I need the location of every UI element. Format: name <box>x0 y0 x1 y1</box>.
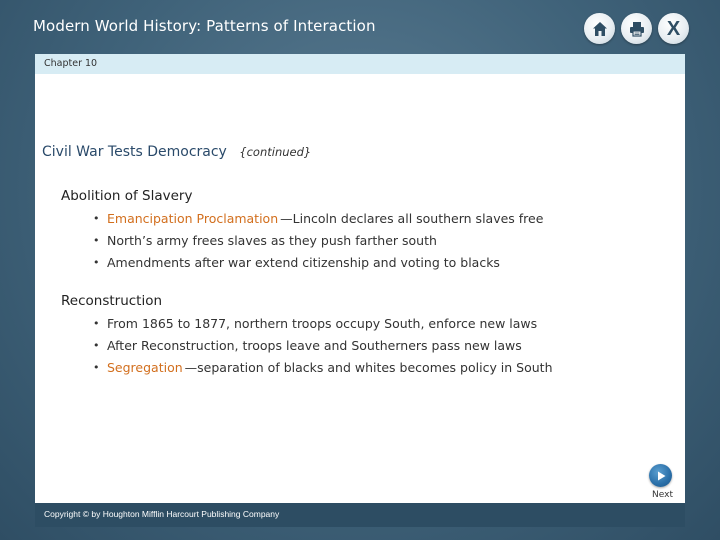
slide-content <box>35 74 685 503</box>
close-icon: X <box>666 17 681 40</box>
print-button[interactable] <box>621 13 652 44</box>
nav-toolbar <box>584 13 689 44</box>
next-button[interactable] <box>649 464 672 487</box>
section-title-abolition: Abolition of Slavery <box>61 188 193 204</box>
list-item <box>93 335 553 357</box>
bullet-icon: • <box>93 212 100 225</box>
chapter-label: Chapter 10 <box>44 58 98 69</box>
list-item <box>93 357 553 379</box>
key-term: Segregation <box>107 360 183 375</box>
slide-heading-title: Civil War Tests Democracy <box>42 144 227 160</box>
app-title: Modern World History: Patterns of Interaction <box>33 17 376 35</box>
bullet-icon: • <box>93 256 100 269</box>
key-term: Emancipation Proclamation <box>107 211 279 226</box>
copyright-text: Copyright © by Houghton Mifflin Harcourt Publishing Company <box>44 509 280 519</box>
bullet-text: Amendments after war extend citizenship and voting to blacks <box>107 255 500 270</box>
bullet-text: —separation of blacks and whites becomes policy in South <box>184 360 553 375</box>
bullet-list-abolition <box>93 208 544 274</box>
list-item <box>93 230 543 252</box>
next-label[interactable]: Next <box>652 490 673 500</box>
bullet-text: After Reconstruction, troops leave and Southerners pass new laws <box>107 338 522 353</box>
bullet-text: North’s army frees slaves as they push farther south <box>107 233 437 248</box>
list-item <box>93 252 543 274</box>
bullet-icon: • <box>93 361 100 374</box>
footer-bar <box>35 503 685 527</box>
list-item <box>93 208 544 230</box>
home-button[interactable] <box>584 13 615 44</box>
bullet-text: From 1865 to 1877, northern troops occupy South, enforce new laws <box>107 316 538 331</box>
bullet-icon: • <box>93 234 100 247</box>
home-icon <box>591 20 609 38</box>
bullet-icon: • <box>93 339 100 352</box>
chapter-bar <box>35 54 685 74</box>
bullet-list-reconstruction <box>93 313 553 379</box>
slide-heading-suffix: {continued} <box>239 145 312 159</box>
close-button[interactable] <box>658 13 689 44</box>
section-title-reconstruction: Reconstruction <box>61 293 163 309</box>
play-arrow-icon <box>655 470 667 482</box>
list-item <box>93 313 553 335</box>
print-icon <box>628 20 646 38</box>
bullet-text: —Lincoln declares all southern slaves free <box>280 211 544 226</box>
slide-heading <box>42 144 311 160</box>
bullet-icon: • <box>93 317 100 330</box>
